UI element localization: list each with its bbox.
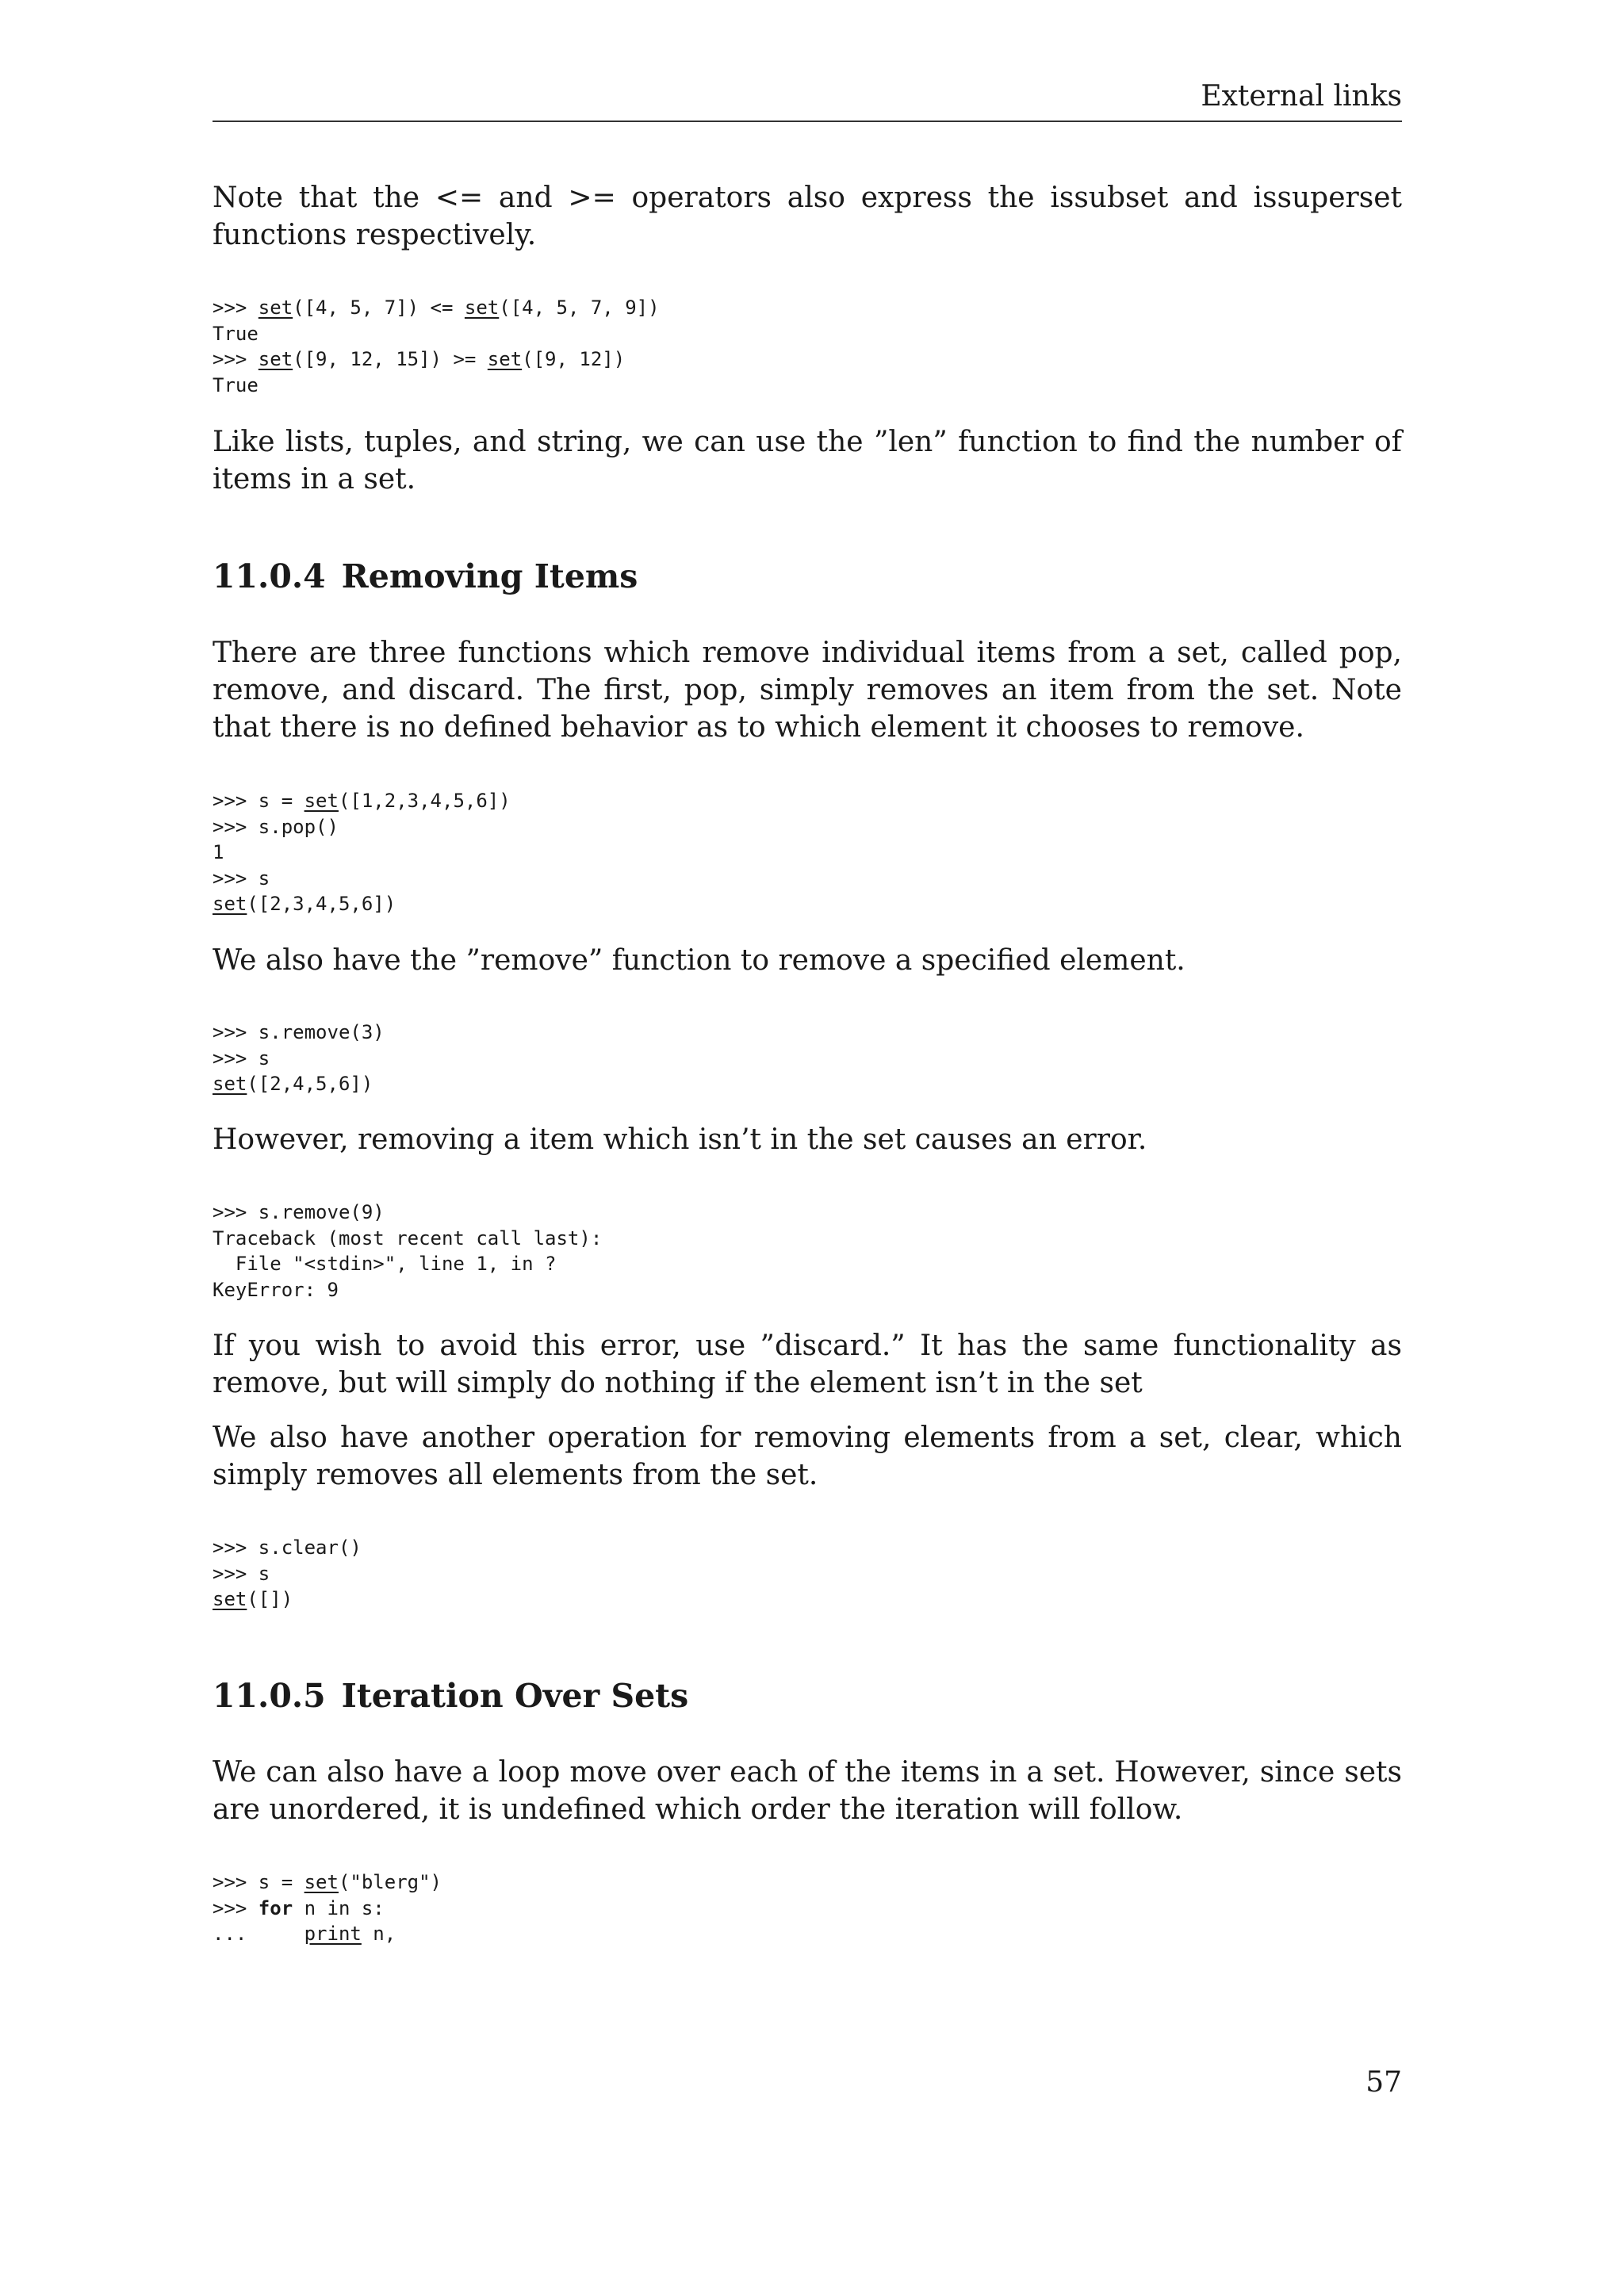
code-text: ([2,3,4,5,6]): [247, 893, 396, 915]
section-number: 11.0.4: [213, 557, 326, 595]
code-text: >>> s.clear(): [213, 1536, 362, 1559]
code-block-subset: [213, 295, 1402, 398]
code-listing: [213, 1869, 1402, 1947]
code-text: ("blerg"): [338, 1871, 442, 1893]
section-heading-removing-items: [213, 557, 1402, 596]
code-text: >>> s: [213, 1047, 270, 1070]
section-title: Iteration Over Sets: [341, 1677, 689, 1715]
code-text: File "<stdin>", line 1, in ?: [213, 1253, 557, 1275]
code-listing: [213, 788, 1402, 917]
code-line: [213, 788, 1402, 814]
section-heading: [213, 557, 1402, 596]
paragraph-text: However, removing a item which isn’t in the set causes an error.: [213, 1123, 1147, 1156]
code-builtin-link: set: [213, 1073, 247, 1095]
code-line: [213, 346, 1402, 373]
code-text: ([4, 5, 7, 9]): [499, 297, 660, 319]
code-line: [213, 1071, 1402, 1097]
code-text: ([4, 5, 7]) <=: [293, 297, 465, 319]
code-text: >>> s: [213, 1562, 270, 1585]
code-block-pop: [213, 788, 1402, 917]
code-text: ([9, 12]): [522, 348, 626, 370]
code-line: [213, 1020, 1402, 1046]
code-line: [213, 1586, 1402, 1613]
code-text: >>> s.remove(3): [213, 1021, 385, 1043]
section-heading: [213, 1676, 1402, 1716]
code-line: [213, 1561, 1402, 1587]
paragraph-text: We also have another operation for removing elements from a set, clear, which simply removes all elements from the set.: [213, 1422, 1402, 1491]
paragraph-operators: [213, 179, 1402, 254]
code-builtin-link: set: [464, 297, 500, 319]
code-line: [213, 1046, 1402, 1072]
paragraph-text: We can also have a loop move over each of the items in a set. However, since sets are unordered, it is undefined which order the iteration will follow.: [213, 1756, 1402, 1826]
header-rule: [213, 121, 1402, 122]
code-line: [213, 1251, 1402, 1277]
paragraph-clear: [213, 1419, 1402, 1494]
code-text: >>>: [213, 297, 259, 319]
code-line: [213, 295, 1402, 321]
code-text: ([2,4,5,6]): [247, 1073, 373, 1095]
code-line: [213, 840, 1402, 866]
code-listing: [213, 1535, 1402, 1613]
code-text: >>> s.pop(): [213, 815, 339, 838]
code-line: [213, 1921, 1402, 1947]
paragraph-text: Like lists, tuples, and string, we can use the ”len” function to find the number of items in a set.: [213, 426, 1402, 496]
paragraph-discard: [213, 1327, 1402, 1402]
code-text: >>> s =: [213, 790, 304, 812]
code-text: >>>: [213, 1896, 259, 1919]
paragraph-text: Note that the <= and >= operators also express the issubset and issuperset functions respectively.: [213, 182, 1402, 251]
code-text: ([1,2,3,4,5,6]): [338, 790, 511, 812]
code-line: [213, 1226, 1402, 1252]
code-line: [213, 1535, 1402, 1561]
code-builtin-link: set: [304, 1871, 339, 1893]
code-line: [213, 321, 1402, 347]
code-builtin-link: set: [213, 1588, 247, 1610]
section-heading-iteration: [213, 1676, 1402, 1716]
code-line: [213, 1896, 1402, 1922]
code-block-clear: [213, 1535, 1402, 1613]
code-line: [213, 891, 1402, 917]
section-title: Removing Items: [341, 557, 638, 595]
code-builtin-link: set: [213, 893, 247, 915]
code-block-loop: [213, 1869, 1402, 1947]
code-text: >>> s: [213, 867, 270, 890]
code-listing: [213, 1200, 1402, 1303]
code-block-remove: [213, 1020, 1402, 1097]
page-number: 57: [1365, 2066, 1402, 2099]
paragraph-text: If you wish to avoid this error, use ”discard.” It has the same functionality as remove, but will simply do nothing if the element isn’t in the set: [213, 1330, 1402, 1399]
code-text: True: [213, 373, 259, 396]
code-text: KeyError: 9: [213, 1278, 339, 1301]
code-builtin-link: set: [258, 348, 293, 370]
code-line: [213, 866, 1402, 892]
code-listing: [213, 1020, 1402, 1097]
code-text: ...: [213, 1923, 304, 1945]
code-builtin-link: set: [304, 790, 339, 812]
code-text: True: [213, 322, 259, 345]
running-header: External links: [1201, 80, 1402, 113]
code-builtin-link: print: [304, 1923, 362, 1945]
code-line: [213, 1869, 1402, 1896]
code-line: [213, 373, 1402, 399]
code-line: [213, 1200, 1402, 1226]
code-listing: [213, 295, 1402, 398]
paragraph-text: We also have the ”remove” function to remove a specified element.: [213, 944, 1185, 977]
code-keyword: for: [258, 1896, 293, 1919]
code-builtin-link: set: [258, 297, 293, 319]
code-text: >>> s =: [213, 1871, 304, 1893]
code-block-keyerror: [213, 1200, 1402, 1303]
paragraph-iteration: [213, 1754, 1402, 1828]
code-text: Traceback (most recent call last):: [213, 1226, 603, 1249]
paragraph-three-functions: [213, 634, 1402, 746]
code-text: >>>: [213, 348, 259, 370]
section-number: 11.0.5: [213, 1677, 326, 1715]
code-text: n,: [361, 1923, 396, 1945]
paragraph-error: [213, 1121, 1402, 1158]
paragraph-remove: [213, 942, 1402, 979]
code-line: [213, 1277, 1402, 1303]
code-line: [213, 814, 1402, 840]
code-text: >>> s.remove(9): [213, 1201, 385, 1223]
paragraph-len: [213, 423, 1402, 498]
code-builtin-link: set: [487, 348, 523, 370]
code-text: ([9, 12, 15]) >=: [293, 348, 488, 370]
code-text: 1: [213, 841, 224, 863]
paragraph-text: There are three functions which remove individual items from a set, called pop, remove, and discard. The first, pop, simply removes an item from the set. Note that there is no defined behavior as to which element it chooses to remove.: [213, 637, 1402, 744]
code-text: n in s:: [293, 1896, 385, 1919]
code-text: ([]): [247, 1588, 293, 1610]
